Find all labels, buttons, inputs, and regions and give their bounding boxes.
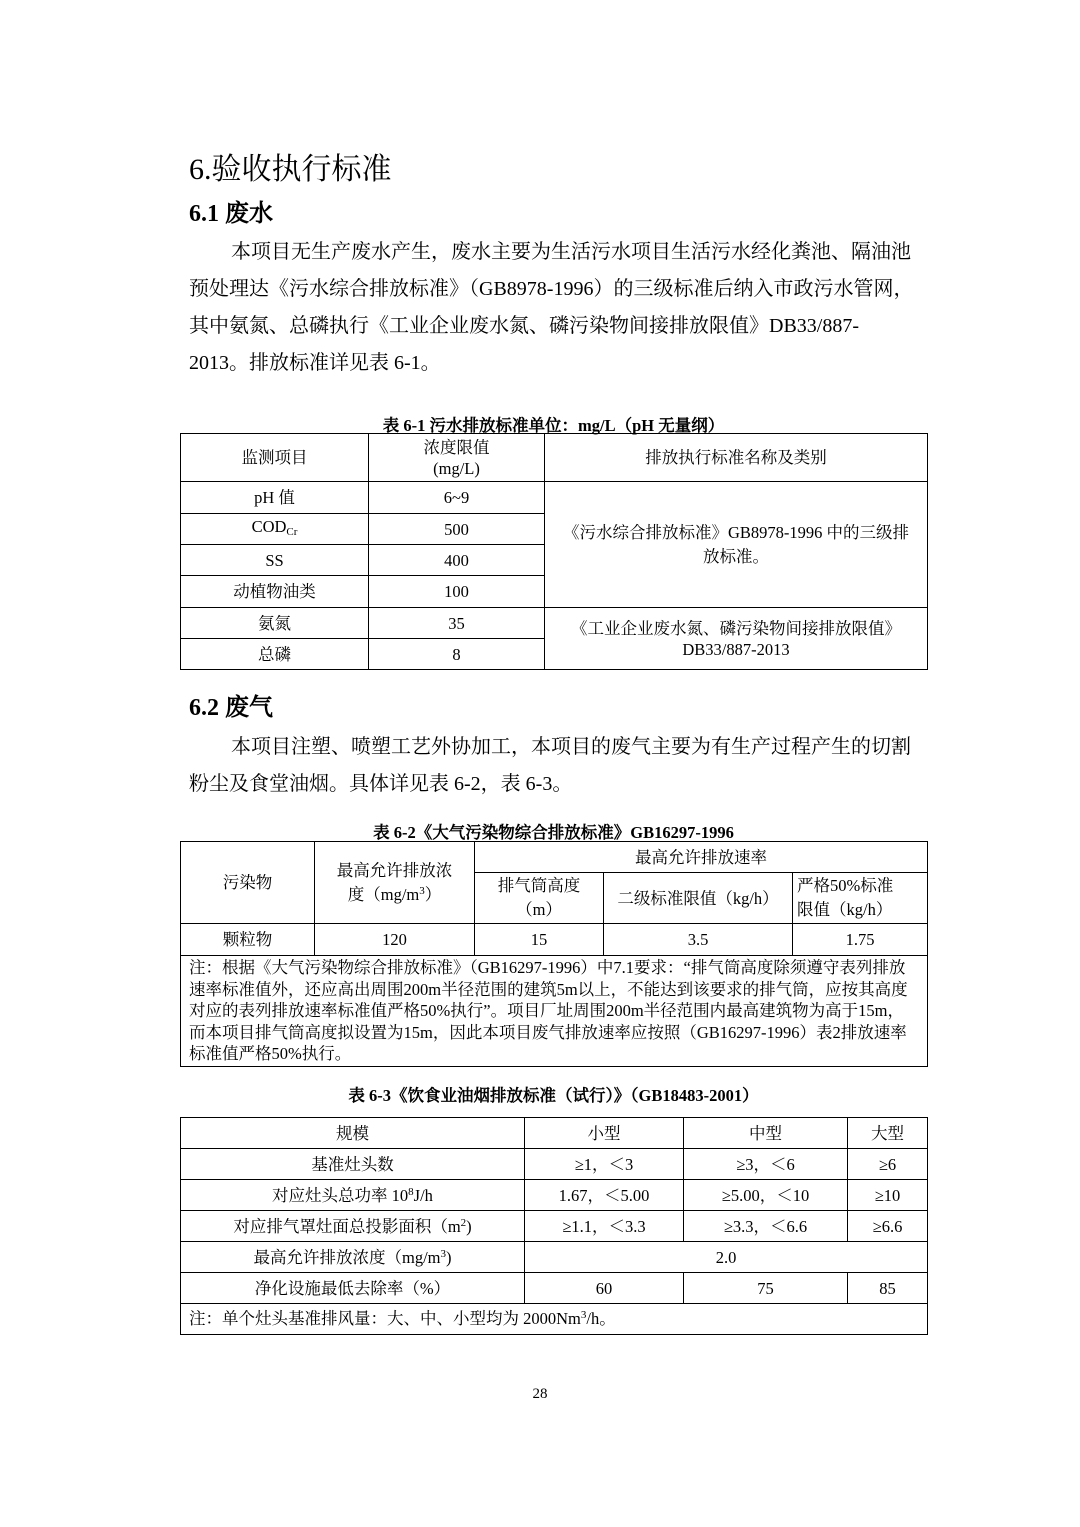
table-6-3 (180, 1117, 928, 1335)
section-heading-wastewater: 6.1 废水 (189, 201, 273, 227)
cell-label: 基准灶头数 (181, 1149, 525, 1180)
header-strict: 严格50%标准 限值（kg/h） (793, 873, 928, 924)
table-6-2 (180, 841, 928, 1067)
cell-label: 最高允许排放浓度$(mg/m^3)$ (181, 1242, 525, 1273)
header-small: 小型 (525, 1118, 684, 1149)
cell-small: 1.67，＜5.00 (525, 1180, 684, 1211)
table-6-3-note: 注：单个灶头基准排风量：大、中、小型均为 2000Nm$^3$/h。 (181, 1304, 928, 1335)
cell-level2: 3.5 (604, 924, 793, 956)
cell-item: 氨氮 (181, 608, 369, 639)
cell-small: ≥1.1，＜3.3 (525, 1211, 684, 1242)
cell-conc: 120 (315, 924, 475, 956)
header-standard: 排放执行标准名称及类别 (545, 434, 928, 482)
cell-small: 60 (525, 1273, 684, 1304)
chapter-heading: 6.验收执行标准 (189, 153, 392, 186)
table-6-2-note: 注：根据《大气污染物综合排放标准》（GB16297-1996）中7.1要求：“排气筒高度除须遵守表列排放速率标准值外，还应高出周围200m半径范围的建筑5m以上，不能达到该要求的排气筒，应按其高度对应的表列排放速率标准值严格50%执行”。项目厂址周围200m半径范围内最高建筑物为高于15m，而本项目排气筒高度拟设置为15m，因此本项目废气排放速率应按照（GB16297-1996）表2排放速率标准值严格50%执行。 (181, 956, 928, 1067)
cell-small: ≥1，＜3 (525, 1149, 684, 1180)
page-number: 28 (532, 1386, 548, 1402)
table-row (181, 1273, 928, 1304)
cell-item: $COD_{Cr}$ (181, 514, 369, 545)
table-6-3-caption: 表 6-3《饮食业油烟排放标准（试行）》（GB18483-2001） (348, 1086, 759, 1105)
table-row (181, 924, 928, 956)
cell-value: 2.0 (525, 1242, 928, 1273)
header-pollutant: 污染物 (181, 842, 315, 924)
cell-medium: 75 (684, 1273, 848, 1304)
cell-height: 15 (475, 924, 604, 956)
header-medium: 中型 (684, 1118, 848, 1149)
table-6-1-caption: 表 6-1 污水排放标准单位：mg/L（pH 无量纲） (382, 416, 725, 435)
table-row (181, 482, 928, 514)
table-row (181, 1149, 928, 1180)
cell-pollutant: 颗粒物 (181, 924, 315, 956)
table-6-1 (180, 433, 928, 670)
header-limit: 浓度限值 (mg/L) (369, 434, 545, 482)
cell-standard-b: 《工业企业废水氮、磷污染物间接排放限值》 DB33/887-2013 (545, 608, 928, 670)
cell-item: 动植物油类 (181, 576, 369, 608)
cell-label: 对应灶头总功率 $10^8J/h$ (181, 1180, 525, 1211)
cell-standard-a: 《污水综合排放标准》GB8978-1996 中的三级排放标准。 (545, 482, 928, 608)
header-max-conc: 最高允许排放浓 度$(mg/m^3)$ (315, 842, 475, 924)
table-6-2-caption: 表 6-2《大气污染物综合排放标准》GB16297-1996 (373, 823, 734, 842)
header-item: 监测项目 (181, 434, 369, 482)
cell-item: SS (181, 545, 369, 576)
cell-large: 85 (848, 1273, 928, 1304)
cell-value: 400 (369, 545, 545, 576)
table-row (181, 608, 928, 639)
cell-value: 35 (369, 608, 545, 639)
exhaust-paragraph: 本项目注塑、喷塑工艺外协加工，本项目的废气主要为有生产过程产生的切割粉尘及食堂油烟。具体详见表 6-2，表 6-3。 (189, 736, 911, 795)
cell-medium: ≥3.3，＜6.6 (684, 1211, 848, 1242)
header-scale: 规模 (181, 1118, 525, 1149)
cell-large: ≥6.6 (848, 1211, 928, 1242)
header-stack-height: 排气筒高度 （m） (475, 873, 604, 924)
header-level2: 二级标准限值（kg/h） (604, 873, 793, 924)
cell-value: 100 (369, 576, 545, 608)
cell-item: pH 值 (181, 482, 369, 514)
section-heading-exhaust: 6.2 废气 (189, 695, 273, 721)
cell-large: ≥10 (848, 1180, 928, 1211)
header-max-rate: 最高允许排放速率 (475, 842, 928, 873)
cell-value: 500 (369, 514, 545, 545)
cell-value: 8 (369, 639, 545, 670)
table-row (181, 1242, 928, 1273)
cell-medium: ≥5.00，＜10 (684, 1180, 848, 1211)
table-row (181, 1211, 928, 1242)
cell-strict: 1.75 (793, 924, 928, 956)
cell-item: 总磷 (181, 639, 369, 670)
header-large: 大型 (848, 1118, 928, 1149)
table-row (181, 1180, 928, 1211)
cell-large: ≥6 (848, 1149, 928, 1180)
cell-label: 净化设施最低去除率（%） (181, 1273, 525, 1304)
wastewater-paragraph: 本项目无生产废水产生，废水主要为生活污水项目生活污水经化粪池、隔油池预处理达《污水综合排放标准》（GB8978-1996）的三级标准后纳入市政污水管网，其中氨氮、总磷执行《工业企业废水氮、磷污染物间接排放限值》DB33/887-2013。排放标准详见表 6-1。 (189, 241, 914, 374)
cell-value: 6~9 (369, 482, 545, 514)
cell-medium: ≥3，＜6 (684, 1149, 848, 1180)
cell-label: 对应排气罩灶面总投影面积$(m^2)$ (181, 1211, 525, 1242)
